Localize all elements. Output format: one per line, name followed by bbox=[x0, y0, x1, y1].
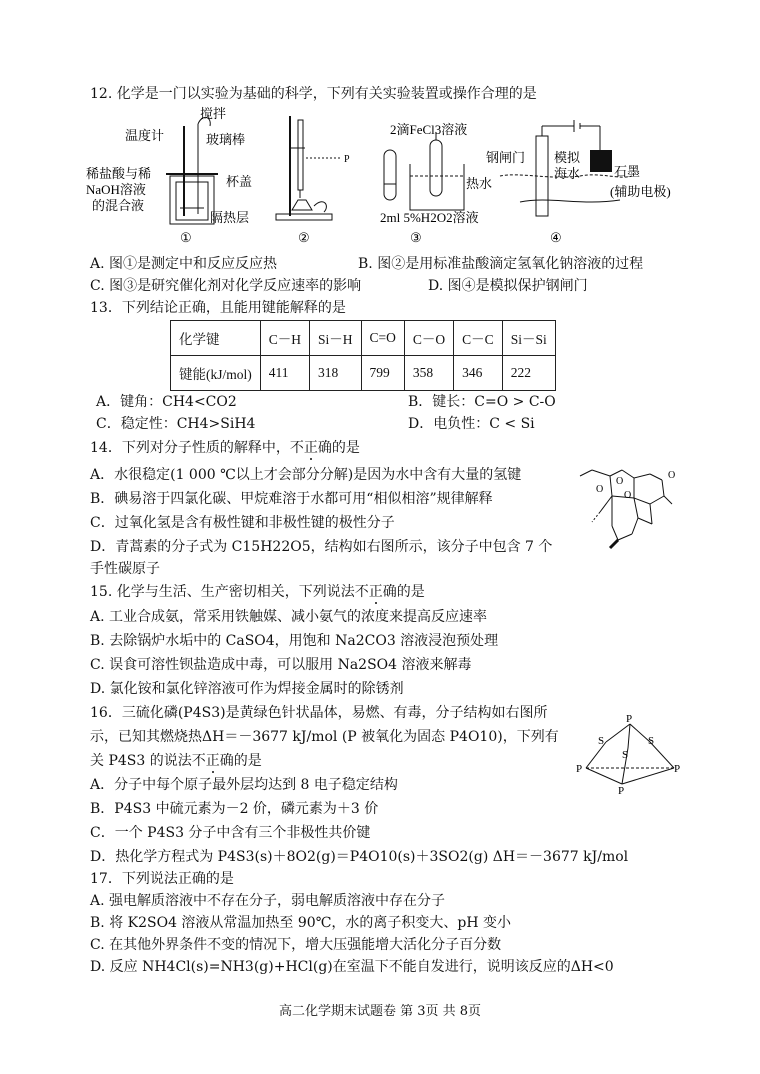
svg-text:玻璃棒: 玻璃棒 bbox=[206, 132, 246, 147]
q17-option-a: A. 强电解质溶液中不存在分子，弱电解质溶液中存在分子 bbox=[90, 893, 446, 909]
table-row bbox=[171, 356, 556, 391]
calorimeter-diagram bbox=[86, 106, 252, 245]
table-cell: Si－Si bbox=[502, 321, 555, 356]
svg-text:的混合液: 的混合液 bbox=[92, 198, 145, 213]
svg-text:P: P bbox=[344, 154, 350, 165]
table-row bbox=[171, 321, 556, 356]
svg-text:2滴FeCl3溶液: 2滴FeCl3溶液 bbox=[390, 122, 468, 137]
table-cell: 键能(kJ/mol) bbox=[171, 356, 261, 391]
svg-text:P: P bbox=[576, 763, 583, 775]
bond-energy-table bbox=[170, 320, 556, 391]
q13-option-c: C．稳定性：CH4>SiH4 bbox=[96, 416, 256, 432]
q14-option-d-line1: D．青蒿素的分子式为 C15H22O5，结构如右图所示，该分子中包含 7 个 bbox=[90, 539, 553, 555]
table-cell: 222 bbox=[502, 356, 555, 391]
table-cell: 799 bbox=[361, 356, 404, 391]
titration-diagram bbox=[276, 116, 350, 245]
svg-text:④: ④ bbox=[550, 230, 562, 245]
q14-option-a: A．水很稳定(1 000 ℃以上才会部分分解)是因为水中含有大量的氢键 bbox=[90, 467, 522, 483]
emphasis-not-correct: 不正确 bbox=[191, 753, 234, 769]
q13-option-d: D．电负性：C < Si bbox=[408, 416, 535, 432]
emphasis-not-correct: 不正确 bbox=[354, 584, 397, 600]
q14-option-b: B．碘易溶于四氯化碳、甲烷难溶于水都可用“相似相溶”规律解释 bbox=[90, 491, 493, 507]
svg-text:搅拌: 搅拌 bbox=[200, 106, 227, 121]
svg-text:钢闸门: 钢闸门 bbox=[486, 150, 526, 165]
svg-text:热水: 热水 bbox=[466, 176, 493, 191]
q14-option-d-line2: 手性碳原子 bbox=[90, 561, 160, 577]
table-cell: 318 bbox=[310, 356, 362, 391]
q16-stem-line2: 示，已知其燃烧热ΔH＝－3677 kJ/mol (P 被氧化为固态 P4O10)，下列有 bbox=[90, 729, 559, 745]
q15-option-b: B. 去除锅炉水垢中的 CaSO4，用饱和 Na2CO3 溶液浸泡预处理 bbox=[90, 633, 499, 649]
table-cell: Si－H bbox=[310, 321, 362, 356]
catalyst-diagram bbox=[380, 122, 492, 245]
table-cell: 化学键 bbox=[171, 321, 261, 356]
svg-text:2ml 5%H2O2溶液: 2ml 5%H2O2溶液 bbox=[380, 210, 479, 225]
gate-protection-diagram bbox=[486, 120, 671, 245]
q13-option-a: A．键角：CH4<CO2 bbox=[96, 394, 237, 410]
table-cell: 358 bbox=[404, 356, 453, 391]
p4s3-structure-figure bbox=[570, 712, 690, 796]
q12-option-d: D. 图④是模拟保护钢闸门 bbox=[428, 278, 588, 294]
table-cell: C－C bbox=[454, 321, 503, 356]
q16-option-d: D．热化学方程式为 P4S3(s)＋8O2(g)＝P4O10(s)＋3SO2(g) ΔH＝－3677 kJ/mol bbox=[90, 849, 629, 865]
svg-text:石墨: 石墨 bbox=[614, 164, 641, 179]
q12-option-a: A. 图①是测定中和反应反应热 bbox=[90, 256, 278, 272]
q14-stem: 14．下列对分子性质的解释中，不正确的是 bbox=[90, 440, 360, 456]
q16-option-c: C．一个 P4S3 分子中含有三个非极性共价键 bbox=[90, 825, 371, 841]
q13-stem: 13．下列结论正确，且能用键能解释的是 bbox=[90, 300, 346, 316]
q16-stem-line3: 关 P4S3 的说法不正确的是 bbox=[90, 753, 262, 769]
table-cell: C－H bbox=[260, 321, 309, 356]
svg-text:(辅助电极): (辅助电极) bbox=[610, 184, 671, 199]
svg-text:杯盖: 杯盖 bbox=[226, 174, 253, 189]
q17-stem: 17．下列说法正确的是 bbox=[90, 871, 234, 887]
svg-text:P: P bbox=[626, 713, 633, 725]
q12-option-b: B. 图②是用标准盐酸滴定氢氧化钠溶液的过程 bbox=[358, 256, 644, 272]
svg-text:模拟: 模拟 bbox=[554, 150, 581, 165]
q13-option-b: B．键长：C=O > C-O bbox=[408, 394, 556, 410]
q16-option-a: A．分子中每个原子最外层均达到 8 电子稳定结构 bbox=[90, 777, 398, 793]
svg-text:稀盐酸与稀: 稀盐酸与稀 bbox=[86, 166, 152, 181]
svg-text:海水: 海水 bbox=[554, 166, 581, 181]
svg-text:温度计: 温度计 bbox=[125, 128, 165, 143]
q17-option-b: B. 将 K2SO4 溶液从常温加热至 90℃，水的离子积变大、pH 变小 bbox=[90, 915, 511, 931]
svg-text:②: ② bbox=[298, 230, 310, 245]
q15-stem: 15. 化学与生活、生产密切相关，下列说法不正确的是 bbox=[90, 584, 425, 600]
q17-option-d: D. 反应 NH4Cl(s)=NH3(g)+HCl(g)在室温下不能自发进行，说明该反应的ΔH<0 bbox=[90, 959, 614, 975]
q15-option-c: C. 误食可溶性钡盐造成中毒，可以服用 Na2SO4 溶液来解毒 bbox=[90, 657, 472, 673]
q12-stem: 12. 化学是一门以实验为基础的科学，下列有关实验装置或操作合理的是 bbox=[90, 86, 537, 102]
svg-text:③: ③ bbox=[410, 230, 422, 245]
q12-option-c: C. 图③是研究催化剂对化学反应速率的影响 bbox=[90, 278, 362, 294]
table-cell: 411 bbox=[260, 356, 309, 391]
svg-text:O: O bbox=[616, 476, 624, 487]
q14-option-c: C．过氧化氢是含有极性键和非极性键的极性分子 bbox=[90, 515, 395, 531]
q16-stem-line1: 16．三硫化磷(P4S3)是黄绿色针状晶体，易燃、有毒，分子结构如右图所 bbox=[90, 705, 548, 721]
svg-text:P: P bbox=[674, 763, 681, 775]
q16-option-b: B．P4S3 中硫元素为－2 价，磷元素为＋3 价 bbox=[90, 801, 379, 817]
svg-text:O: O bbox=[596, 484, 604, 495]
svg-text:O: O bbox=[668, 470, 676, 481]
svg-text:隔热层: 隔热层 bbox=[210, 210, 250, 225]
svg-text:S: S bbox=[648, 735, 655, 747]
table-cell: 346 bbox=[454, 356, 503, 391]
q15-option-a: A. 工业合成氨，常采用铁触媒、减小氨气的浓度来提高反应速率 bbox=[90, 609, 488, 625]
svg-text:①: ① bbox=[180, 230, 192, 245]
svg-text:S: S bbox=[622, 749, 629, 761]
svg-text:NaOH溶液: NaOH溶液 bbox=[86, 182, 146, 197]
emphasis-not-correct: 不正确 bbox=[289, 440, 332, 456]
page-footer: 高二化学期末试题卷 第 3页 共 8页 bbox=[278, 1004, 482, 1019]
table-cell: C=O bbox=[361, 321, 404, 356]
svg-text:P: P bbox=[618, 785, 625, 797]
svg-text:O: O bbox=[624, 490, 632, 501]
artemisinin-structure-figure bbox=[572, 462, 682, 552]
table-cell: C－O bbox=[404, 321, 453, 356]
q12-apparatus-figure bbox=[80, 106, 671, 250]
svg-text:S: S bbox=[598, 735, 605, 747]
q17-option-c: C. 在其他外界条件不变的情况下，增大压强能增大活化分子百分数 bbox=[90, 937, 502, 953]
q15-option-d: D. 氯化铵和氯化锌溶液可作为焊接金属时的除锈剂 bbox=[90, 681, 404, 697]
